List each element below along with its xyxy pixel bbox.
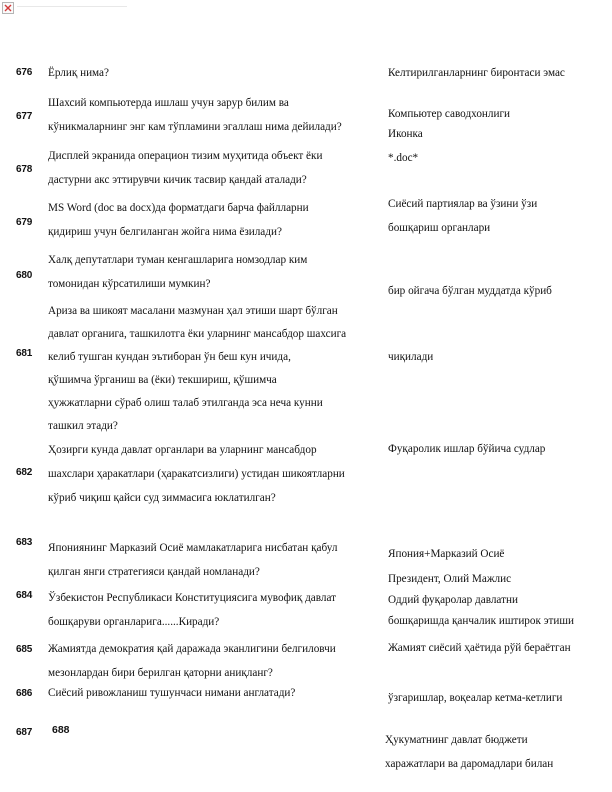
question-number: 682 (16, 467, 33, 478)
answer-text (388, 345, 433, 369)
question-line: келиб тушган кундан эътиборан ўн беш кун ичида, (48, 351, 291, 363)
answer-line: Жамият сиёсий ҳаётида рўй бераётган (388, 642, 571, 654)
question-text (48, 300, 346, 438)
question-line: кўникмаларнинг энг кам тўпламини эгаллаш нима дейилади? (48, 121, 342, 133)
question-number-extra: 688 (52, 724, 70, 736)
answer-line: бошқариш органлари (388, 222, 491, 234)
question-number: 678 (16, 164, 33, 175)
question-number: 683 (16, 537, 33, 548)
answer-text (388, 437, 545, 461)
question-line: Дисплей экранида операцион тизим муҳитида объект ёки (48, 150, 323, 162)
question-line: Ариза ва шикоят масалани мазмунан ҳал этиши шарт бўлган (48, 305, 338, 317)
question-line: қилган янги стратегияси қандай номланади? (48, 566, 260, 578)
answer-line: *.doc* (388, 152, 419, 164)
question-text (48, 681, 295, 705)
question-line: Жамиятда демократия қай даражада эканлигини белгиловчи (48, 643, 336, 655)
answer-text (388, 104, 510, 144)
question-text (48, 637, 336, 685)
answer-text (388, 61, 565, 85)
answer-line: бошқаришда қанчалик иштирок этиши (388, 615, 575, 627)
answer-text (388, 569, 574, 632)
question-text (48, 61, 109, 85)
answer-text (388, 636, 571, 660)
question-number: 679 (16, 217, 33, 228)
question-text (48, 586, 336, 634)
answer-line: Президент, Олий Мажлис (388, 573, 512, 585)
answer-text (388, 192, 537, 240)
answer-line: Келтирилганларнинг биронтаси эмас (388, 67, 565, 79)
answer-line: Фуқаролик ишлар бўйича судлар (388, 443, 546, 455)
question-line: қўшимча ўрганиш ва (ёки) текшириш, қўшимча (48, 374, 277, 386)
question-line: Шахсий компьютерда ишлаш учун зарур билим ва (48, 97, 289, 109)
question-text (48, 144, 322, 192)
question-number: 677 (16, 111, 33, 122)
question-text (48, 196, 309, 244)
answer-line: Компьютер саводхонлиги (388, 108, 511, 120)
answer-line: харажатлари ва даромадлари билан (385, 758, 554, 770)
question-line: қидириш учун белгиланган жойга нима ёзилади? (48, 226, 282, 238)
answer-line: ўзгаришлар, воқеалар кетма-кетлиги (388, 692, 563, 704)
question-line: Ҳозирги кунда давлат органлари ва уларнинг мансабдор (48, 444, 317, 456)
broken-image-icon (2, 2, 14, 14)
answer-text (385, 728, 553, 776)
question-line: кўриб чиқиш қайси суд зиммасига юклатилган? (48, 492, 276, 504)
question-number: 685 (16, 644, 33, 655)
question-line: Сиёсий ривожланиш тушунчаси нимани англатади? (48, 687, 296, 699)
answer-line: Ҳукуматнинг давлат бюджети (385, 734, 528, 746)
answer-line: чиқилади (388, 351, 434, 363)
answer-line: Сиёсий партиялар ва ўзини ўзи (388, 198, 538, 210)
question-line: давлат органига, ташкилотга ёки уларнинг мансабдор шахсига (48, 328, 347, 340)
question-line: шахслари ҳаракатлари (ҳаракатсизлиги) устидан шикоятларни (48, 468, 345, 480)
answer-text (388, 146, 418, 170)
question-number: 687 (16, 727, 33, 738)
question-text (48, 248, 307, 296)
question-line: ҳужжатларни сўраб олиш талаб этилганда эса неча кунни (48, 397, 323, 409)
question-line: бошқаруви органларига......Киради? (48, 616, 220, 628)
question-line: ташкил этади? (48, 420, 118, 432)
question-line: MS Word (doc ва docx)да форматдаги барча файлларни (48, 202, 309, 214)
answer-line: Япония+Марказий Осиё (388, 548, 505, 560)
question-number: 686 (16, 688, 33, 699)
answer-line: Оддий фуқаролар давлатни (388, 594, 518, 606)
answer-text (388, 542, 504, 566)
question-line: дастурни акс эттирувчи кичик тасвир қандай аталади? (48, 174, 307, 186)
answer-text (388, 279, 552, 303)
answer-line: бир ойгача бўлган муддатда кўриб (388, 285, 552, 297)
question-number: 684 (16, 590, 33, 601)
question-line: мезонлардан бири берилган қаторни аниқланг? (48, 667, 273, 679)
question-text (48, 438, 345, 510)
question-line: Ўзбекистон Республикаси Конституциясига мувофиқ давлат (48, 592, 337, 604)
question-line: Япониянинг Марказий Осиё мамлакатларига нисбатан қабул (48, 542, 338, 554)
question-number: 681 (16, 348, 33, 359)
question-line: томонидан кўрсатилиши мумкин? (48, 278, 211, 290)
question-number: 676 (16, 67, 33, 78)
question-number: 680 (16, 270, 33, 281)
answer-text (388, 686, 562, 710)
answer-line: Иконка (388, 128, 423, 140)
header-line (17, 6, 127, 7)
question-line: Ёрлиқ нима? (48, 67, 109, 79)
question-text (48, 536, 337, 584)
question-line: Халқ депутатлари туман кенгашларига номзодлар ким (48, 254, 308, 266)
question-text (48, 91, 342, 139)
